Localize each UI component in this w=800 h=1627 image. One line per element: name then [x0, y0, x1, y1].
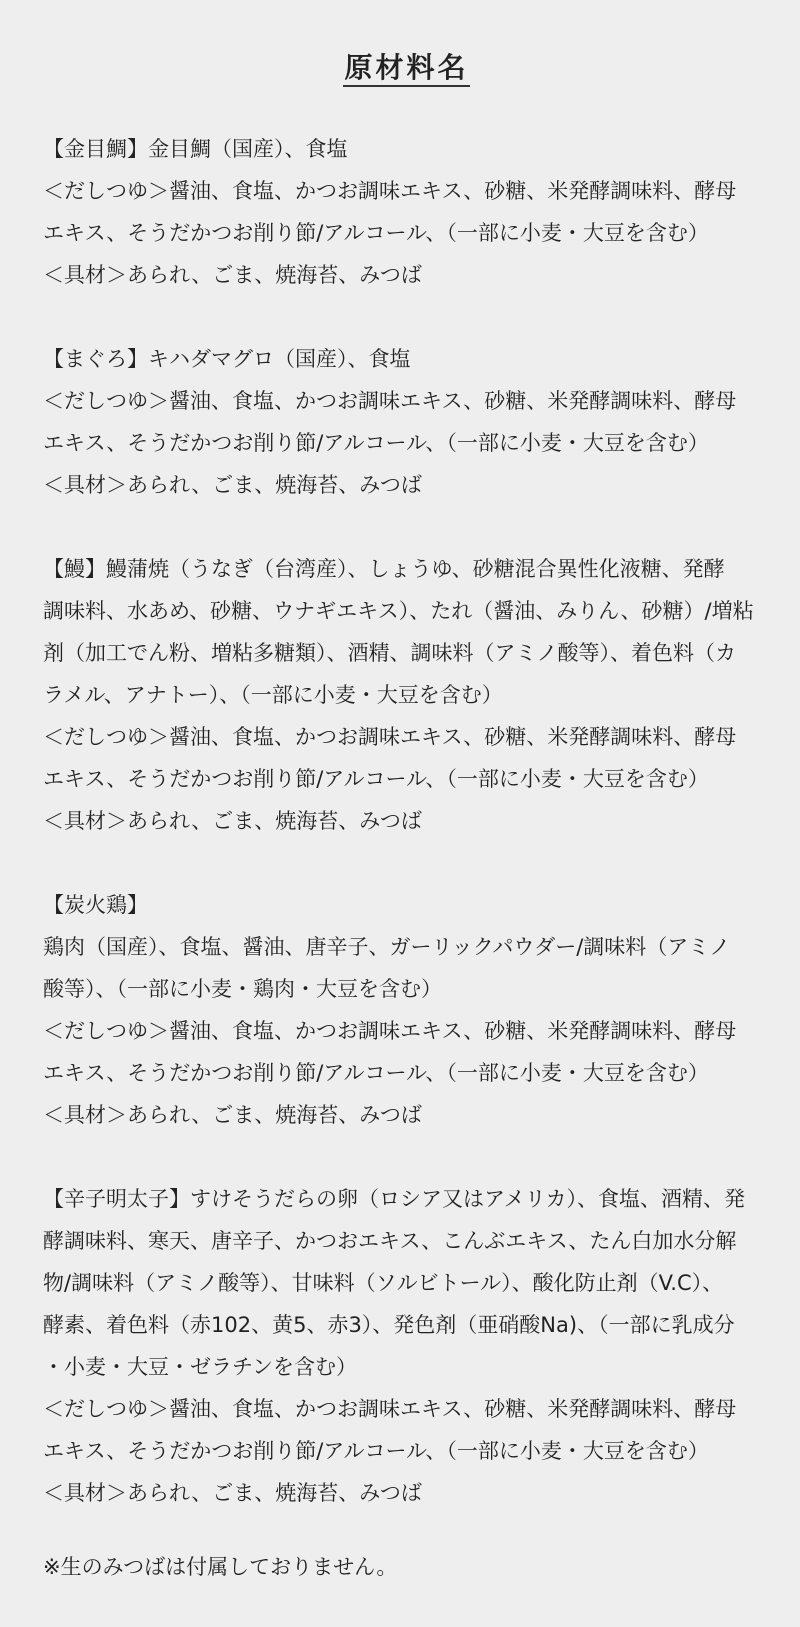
section-line: ＜具材＞あられ、ごま、焼海苔、みつば — [43, 473, 422, 497]
section-line: 【金目鯛】金目鯛（国産）、食塩 — [43, 137, 348, 161]
section-line: エキス、そうだかつお削り節/アルコール、（一部に小麦・大豆を含む） — [43, 221, 709, 245]
section-line: 【鰻】鰻蒲焼（うなぎ（台湾産）、しょうゆ、砂糖混合異性化液糖、発酵 — [43, 557, 725, 581]
footnote: ※生のみつばは付属しておりません。 — [43, 1555, 398, 1579]
section-line: ＜だしつゆ＞醤油、食塩、かつお調味エキス、砂糖、米発酵調味料、酵母 — [43, 725, 737, 749]
section-line: 酵素、着色料（赤102、黄5、赤3）、発色剤（亜硝酸Na)、（一部に乳成分 — [43, 1313, 735, 1337]
section-kinmedai — [43, 128, 770, 296]
section-line: ＜具材＞あられ、ごま、焼海苔、みつば — [43, 1481, 422, 1505]
section-line: ＜具材＞あられ、ごま、焼海苔、みつば — [43, 809, 422, 833]
section-line: 鶏肉（国産）、食塩、醤油、唐辛子、ガーリックパウダー/調味料（アミノ — [43, 935, 731, 959]
section-line: 【まぐろ】キハダマグロ（国産）、食塩 — [43, 347, 411, 371]
section-line: 【炭火鶏】 — [43, 893, 148, 917]
section-line: 酸等）、（一部に小麦・鶏肉・大豆を含む） — [43, 977, 442, 1001]
section-line: 剤（加工でん粉、増粘多糖類）、酒精、調味料（アミノ酸等）、着色料（カ — [43, 641, 736, 665]
section-line: エキス、そうだかつお削り節/アルコール、（一部に小麦・大豆を含む） — [43, 1061, 709, 1085]
page-title: 原材料名 — [343, 51, 469, 87]
section-line: 【辛子明太子】すけそうだらの卵（ロシア又はアメリカ）、食塩、酒精、発 — [43, 1187, 746, 1211]
section-line: ＜だしつゆ＞醤油、食塩、かつお調味エキス、砂糖、米発酵調味料、酵母 — [43, 1397, 737, 1421]
section-line: ・小麦・大豆・ゼラチンを含む） — [43, 1355, 357, 1379]
section-line: 酵調味料、寒天、唐辛子、かつおエキス、こんぶエキス、たん白加水分解 — [43, 1229, 737, 1253]
section-line: ＜だしつゆ＞醤油、食塩、かつお調味エキス、砂糖、米発酵調味料、酵母 — [43, 1019, 737, 1043]
section-line: エキス、そうだかつお削り節/アルコール、（一部に小麦・大豆を含む） — [43, 431, 709, 455]
section-line: エキス、そうだかつお削り節/アルコール、（一部に小麦・大豆を含む） — [43, 1439, 709, 1463]
section-line: ＜だしつゆ＞醤油、食塩、かつお調味エキス、砂糖、米発酵調味料、酵母 — [43, 389, 737, 413]
section-unagi — [43, 548, 770, 842]
ingredient-sections — [43, 128, 770, 1588]
section-line: 調味料、水あめ、砂糖、ウナギエキス）、たれ（醤油、みりん、砂糖）/増粘 — [43, 599, 754, 623]
section-line: ＜だしつゆ＞醤油、食塩、かつお調味エキス、砂糖、米発酵調味料、酵母 — [43, 179, 737, 203]
section-line: ラメル、アナトー）、（一部に小麦・大豆を含む） — [43, 683, 503, 707]
section-line: エキス、そうだかつお削り節/アルコール、（一部に小麦・大豆を含む） — [43, 767, 709, 791]
page-title-wrap — [43, 0, 770, 92]
section-sumibidori — [43, 884, 770, 1136]
section-line: 物/調味料（アミノ酸等）、甘味料（ソルビトール）、酸化防止剤（V.C）、 — [43, 1271, 724, 1295]
section-line: ＜具材＞あられ、ごま、焼海苔、みつば — [43, 1103, 422, 1127]
section-maguro — [43, 338, 770, 506]
section-line: ＜具材＞あられ、ごま、焼海苔、みつば — [43, 263, 422, 287]
section-mentaiko — [43, 1178, 770, 1514]
